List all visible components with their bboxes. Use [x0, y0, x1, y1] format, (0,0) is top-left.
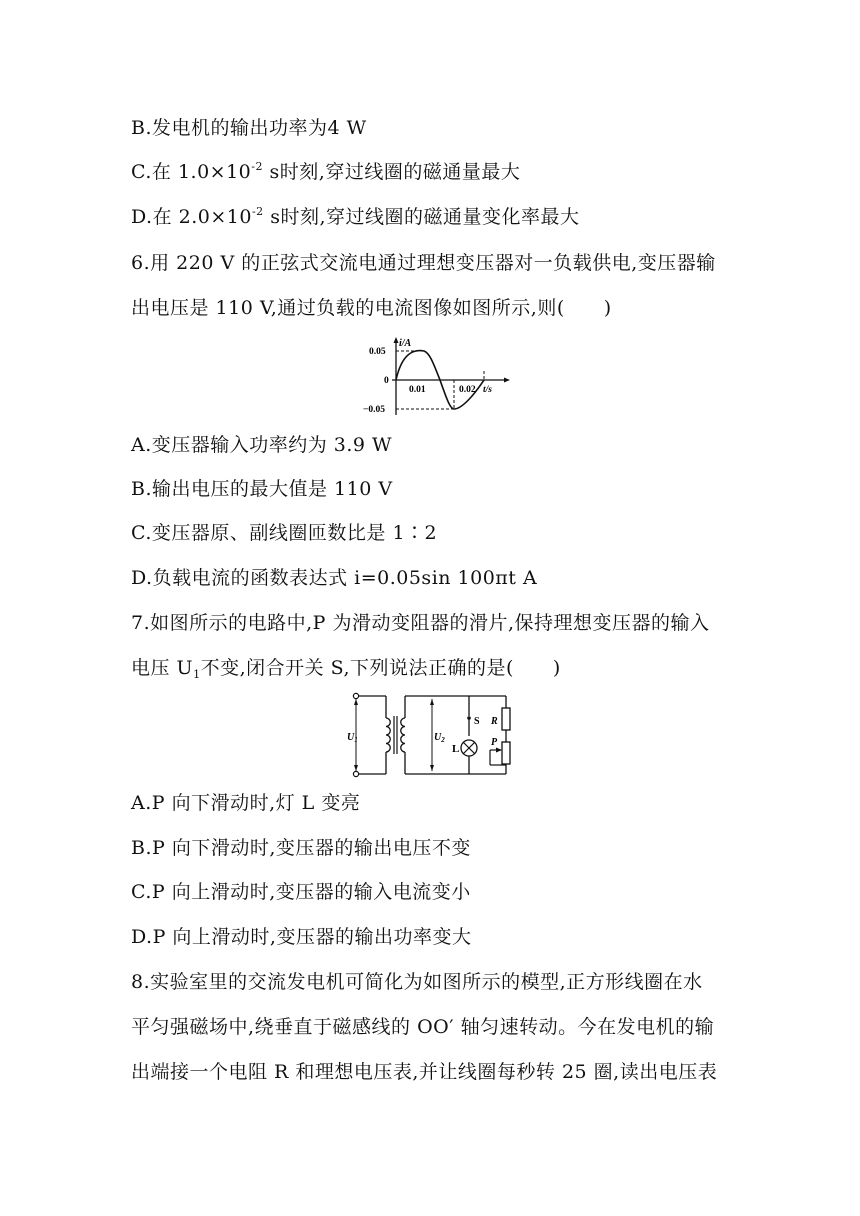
graph-x-axis-label: t/s: [483, 385, 492, 395]
q8-stem-line-3: 出端接一个电阻 R 和理想电压表,并让线圈每秒转 25 圈,读出电压表: [131, 1061, 718, 1083]
label-switch-s: S: [474, 716, 480, 727]
q8-stem-line-2: 平匀强磁场中,绕垂直于磁感线的 OO′ 轴匀速转动。今在发电机的输: [131, 1016, 715, 1038]
q6-option-a: A.变压器输入功率约为 3.9 W: [131, 434, 393, 456]
q5-option-b: B.发电机的输出功率为4 W: [131, 117, 367, 139]
q6-option-d: D.负载电流的函数表达式 i=0.05sin 100πt A: [131, 567, 538, 589]
graph-y-axis-label: i/A: [399, 338, 412, 349]
q7-stem-line-1: 7.如图所示的电路中,P 为滑动变阻器的滑片,保持理想变压器的输入: [131, 612, 710, 634]
graph-x-tick-2: 0.02: [459, 385, 476, 395]
label-u2: $U_2$: [434, 732, 445, 744]
q7-stem-line-2: 电压 $U_1$不变,闭合开关 S,下列说法正确的是( ): [131, 657, 561, 681]
q6-option-b: B.输出电压的最大值是 110 V: [131, 478, 393, 500]
label-slider-p: P: [491, 737, 498, 748]
q7-option-b: B.P 向下滑动时,变压器的输出电压不变: [131, 837, 471, 859]
label-lamp-l: L: [452, 743, 460, 755]
q7-option-c: C.P 向上滑动时,变压器的输入电流变小: [131, 881, 471, 903]
graph-origin-label: 0: [384, 376, 389, 386]
transformer-circuit-diagram: [346, 690, 518, 784]
graph-y-min-label: −0.05: [363, 405, 386, 415]
graph-x-tick-1: 0.01: [409, 385, 426, 395]
q5-option-d: D.在 $2.0\times 10^{-2}$ s时刻,穿过线圈的磁通量变化率最大: [131, 205, 580, 228]
q7-option-a: A.P 向下滑动时,灯 L 变亮: [131, 792, 361, 814]
q6-option-c: C.变压器原、副线圈匝数比是 1∶2: [131, 522, 438, 544]
label-resistor-r: R: [491, 716, 498, 727]
q7-option-d: D.P 向上滑动时,变压器的输出功率变大: [131, 926, 472, 948]
q6-stem-line-2: 出电压是 110 V,通过负载的电流图像如图所示,则( ): [131, 297, 612, 319]
current-time-graph: [362, 335, 512, 421]
label-u1: $U_1$: [347, 732, 358, 744]
q5-option-c: C.在 $1.0\times 10^{-2}$ s时刻,穿过线圈的磁通量最大: [131, 160, 521, 183]
graph-y-max-label: 0.05: [369, 347, 386, 357]
q6-stem-line-1: 6.用 220 V 的正弦式交流电通过理想变压器对一负载供电,变压器输: [131, 252, 716, 274]
q8-stem-line-1: 8.实验室里的交流发电机可简化为如图所示的模型,正方形线圈在水: [131, 971, 703, 993]
